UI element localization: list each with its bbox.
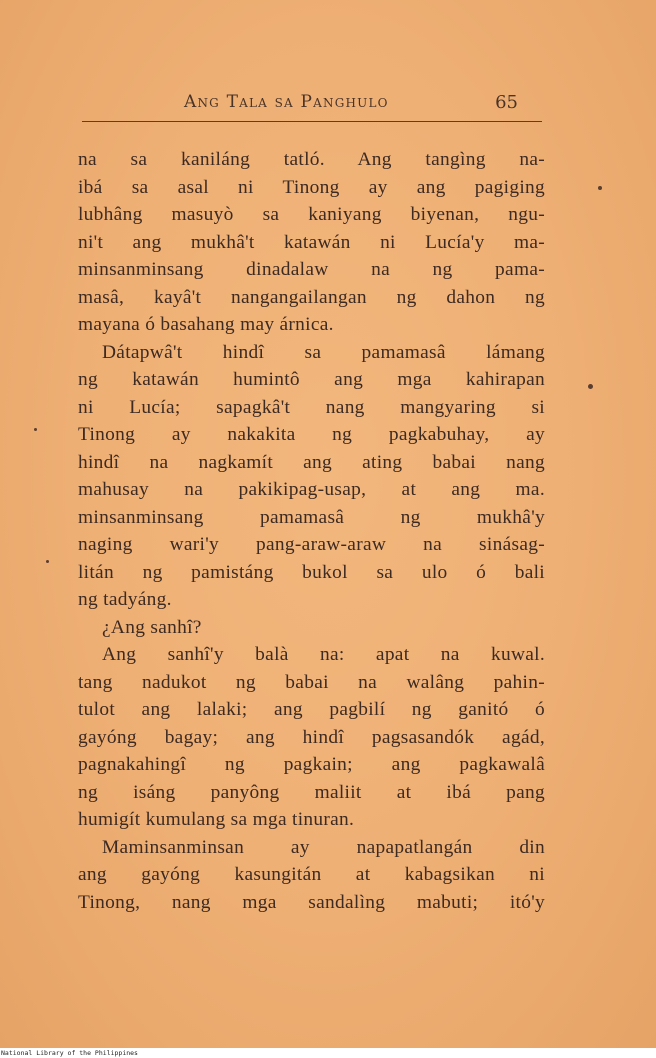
text-line: gayóng bagay; ang hindî pagsasandók agád, <box>78 726 545 748</box>
text-line: tang nadukot ng babai na walâng pahin- <box>78 671 545 693</box>
running-header <box>82 92 542 118</box>
text-line: mahusay na pakikipag-usap, at ang ma. <box>78 479 545 500</box>
specks <box>34 428 37 431</box>
text-line: pagnakahingî ng pagkain; ang pagkawalâ <box>78 754 545 775</box>
text-line: ¿Ang sanhî? <box>102 616 202 638</box>
running-title: Ang Tala sa Panghulo <box>184 92 389 112</box>
text-line: ng katawán humintô ang mga kahirapan <box>78 369 545 390</box>
text-line: naging wari'y pang-araw-araw na sinásag- <box>78 534 545 555</box>
text-line: tulot ang lalaki; ang pagbilí ng ganitó ó <box>78 699 545 720</box>
text-line: ng isáng panyông maliit at ibá pang <box>78 781 545 803</box>
text-line: ni't ang mukhâ't katawán ni Lucía'y ma- <box>78 231 545 253</box>
text-line: Tinong ay nakakita ng pagkabuhay, ay <box>78 424 545 445</box>
header-rule <box>82 121 542 122</box>
page-number: 65 <box>495 92 518 113</box>
text-line: ang gayóng kasungitán at kabagsikan ni <box>78 864 545 885</box>
text-line: Tinong, nang mga sandalìng mabuti; itó'y <box>78 891 545 913</box>
text-line: ng tadyáng. <box>78 589 172 610</box>
text-line: Dátapwâ't hindî sa pamamasâ lámang <box>102 341 545 363</box>
text-line: Maminsanminsan ay napapatlangán din <box>102 836 545 858</box>
text-line: Ang sanhî'y balà na: apat na kuwal. <box>102 644 545 665</box>
scan-footer <box>0 1048 656 1058</box>
text-line: lubhâng masuyò sa kaniyang biyenan, ngu- <box>78 204 545 225</box>
text-line: mayana ó basahang may árnica. <box>78 314 334 335</box>
text-line: ni Lucía; sapagkâ't nang mangyaring si <box>78 396 545 418</box>
specks <box>46 560 49 563</box>
text-line: masâ, kayâ't nangangailangan ng dahon ng <box>78 286 545 308</box>
body-text <box>78 146 545 916</box>
specks <box>598 186 602 190</box>
text-line: minsanminsang pamamasâ ng mukhâ'y <box>78 506 545 528</box>
text-line: hindî na nagkamít ang ating babai nang <box>78 451 545 473</box>
text-line: litán ng pamistáng bukol sa ulo ó bali <box>78 561 545 583</box>
text-line: ibá sa asal ni Tinong ay ang pagiging <box>78 176 545 198</box>
specks <box>588 384 593 389</box>
text-line: humigít kumulang sa mga tinuran. <box>78 809 355 830</box>
text-line: na sa kaniláng tatló. Ang tangìng na- <box>78 149 545 170</box>
text-line: minsanminsang dinadalaw na ng pama- <box>78 259 545 280</box>
library-credit: National Library of the Philippines <box>1 1049 138 1057</box>
